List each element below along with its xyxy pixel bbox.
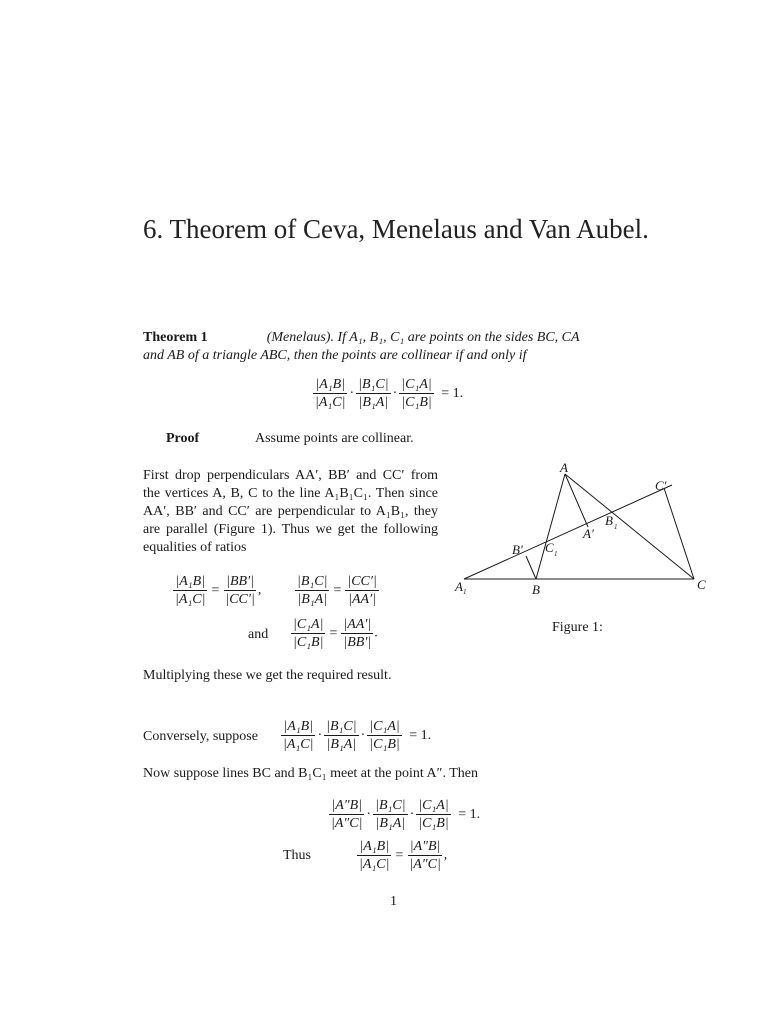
label-c1-sub: 1 (554, 550, 558, 558)
figure-labels (454, 460, 706, 597)
thus-equation: $\frac{\text{|A₁B|}}{\text{|A₁C|}}$ = $\frac{|A''B|}{|A''C|}$ , (359, 839, 448, 872)
equals-one: = 1. (441, 385, 464, 401)
label-c1: C (545, 540, 554, 555)
now-suppose-text: Now suppose lines BC and B₁C₁ meet at the point A″. Then (143, 766, 478, 781)
fraction-a1b-a1c: $\frac{\text{|A₁B|}}{\text{|A₁C|}}$ (315, 377, 346, 410)
proof-label: Proof (166, 431, 200, 446)
converse-equation: $\frac{\text{|A₁B|}}{\text{|A₁C|}}$ · $\frac{\text{|B₁C|}}{\text{|B₁A|}}$ · $\frac{\text{|C₁A|}}{\text{|C₁B|}}$ = 1. (283, 719, 432, 752)
label-a1: A (455, 579, 463, 594)
theorem-statement-line1: If A₁, B₁, C₁ are points on the sides BC, CA (337, 330, 580, 345)
fraction-b1c-b1a: $\frac{\text{|B₁C|}}{\text{|B₁A|}}$ (358, 377, 389, 410)
theorem-block (143, 329, 645, 365)
label-b1-sub: 1 (614, 523, 618, 531)
perpendicular-bb (526, 556, 536, 579)
perpendicular-cc (664, 488, 694, 579)
fraction-c1a-c1b: $\frac{\text{|C₁A|}}{\text{|C₁B|}}$ (401, 377, 432, 410)
ratio-equality-2: $\frac{\text{|B₁C|}}{\text{|B₁A|}}$ = $\frac{|CC'|}{|AA'|}$ (297, 574, 377, 607)
and-word: and (248, 627, 269, 642)
thus-word: Thus (283, 848, 311, 863)
theorem-name: (Menelaus). (266, 330, 334, 345)
label-c: C (697, 577, 706, 592)
label-b1: B (605, 513, 613, 528)
paragraph-perpendiculars: First drop perpendiculars AA′, BB′ and CC′ from the vertices A, B, C to the line A₁B₁C₁. Then since AA′, BB′ and CC′ are perpendicular to A₁B₁, they are parallel (Figure 1). Thus we get the following equalities of ratios (143, 468, 438, 555)
section-title: 6. Theorem of Ceva, Menelaus and Van Aubel. (143, 214, 649, 244)
a-double-prime-equation: $\frac{|A''B|}{|A''C|}$ · $\frac{\text{|B₁C|}}{\text{|B₁A|}}$ · $\frac{\text{|C₁A|}}{\text{|C₁B|}}$ = 1. (331, 798, 481, 831)
theorem-statement-line2: and AB of a triangle ABC, then the points are collinear if and only if (143, 348, 527, 363)
paragraph-multiplying: Multiplying these we get the required result. (143, 668, 392, 683)
label-c-prime: C′ (655, 478, 667, 493)
perpendicular-aa (565, 474, 588, 527)
label-a-prime: A′ (583, 526, 594, 541)
label-b: B (532, 582, 540, 597)
side-ab (536, 474, 565, 579)
ratio-equality-1: $\frac{\text{|A₁B|}}{\text{|A₁C|}}$ = $\frac{|BB'|}{|CC'|}$ , (175, 574, 262, 607)
proof-assume: Assume points are collinear. (255, 431, 414, 446)
theorem-label: Theorem 1 (143, 330, 208, 345)
figure-caption: Figure 1: (552, 620, 603, 635)
menelaus-figure (450, 458, 720, 603)
conversely-text: Conversely, suppose (143, 729, 258, 744)
label-b-prime: B′ (512, 542, 523, 557)
label-a: A (560, 460, 568, 475)
page-number: 1 (390, 894, 397, 909)
menelaus-equation: $\frac{\text{|A₁B|}}{\text{|A₁C|}}$ · $\frac{\text{|B₁C|}}{\text{|B₁A|}}$ · $\frac{\text{|C₁A|}}{\text{|C₁B|}}$ = 1. (312, 376, 466, 411)
transversal-line (464, 485, 672, 579)
ratio-equality-3: $\frac{\text{|C₁A|}}{\text{|C₁B|}}$ = $\frac{|AA'|}{|BB'|}$ . (293, 617, 378, 650)
label-a1-sub: 1 (463, 588, 467, 596)
